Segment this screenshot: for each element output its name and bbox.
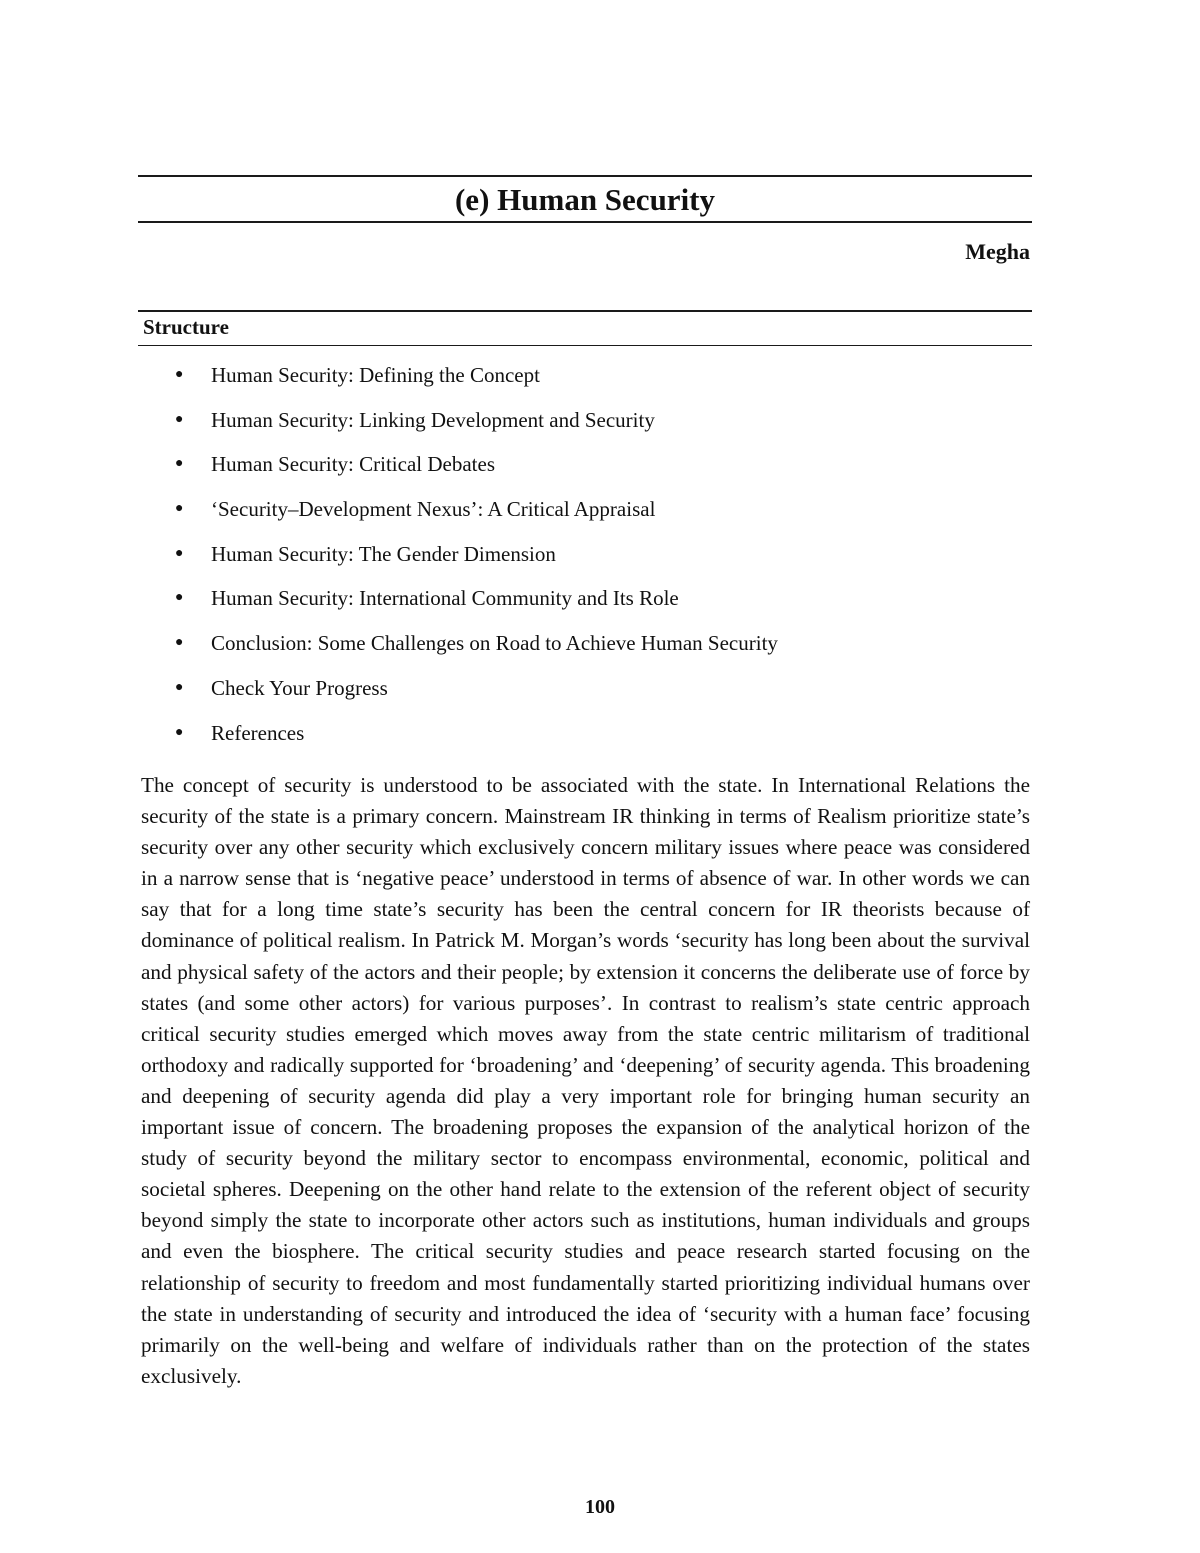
structure-list-item bbox=[175, 583, 778, 628]
structure-item-label: References bbox=[211, 720, 305, 745]
structure-list-item bbox=[175, 494, 778, 539]
structure-item-label: Human Security: Defining the Concept bbox=[211, 363, 540, 387]
bullet-dot-icon: ● bbox=[175, 367, 184, 382]
author-name: Megha bbox=[965, 239, 1030, 264]
structure-item-label: Human Security: The Gender Dimension bbox=[211, 541, 556, 566]
structure-item-label: Check Your Progress bbox=[211, 675, 388, 700]
structure-list-item bbox=[175, 718, 778, 763]
bullet-dot-icon: ● bbox=[175, 501, 184, 517]
bullet-dot-icon: ● bbox=[175, 590, 184, 606]
bullet-dot-icon: ● bbox=[175, 545, 184, 561]
bullet-dot-icon: ● bbox=[175, 456, 184, 472]
page-title: (e) Human Security bbox=[454, 182, 716, 217]
bullet-dot-icon: ● bbox=[175, 679, 184, 695]
structure-item-label: Human Security: International Community and Its Role bbox=[211, 586, 679, 611]
title-bottom-rule bbox=[138, 221, 1032, 223]
page-number: 100 bbox=[585, 1496, 615, 1518]
structure-heading: Structure bbox=[143, 315, 229, 339]
bullet-dot-icon: ● bbox=[175, 411, 184, 427]
structure-list-item bbox=[175, 449, 778, 494]
bullet-dot-icon: ● bbox=[175, 724, 184, 740]
structure-bottom-rule bbox=[138, 345, 1032, 346]
structure-list bbox=[175, 360, 778, 762]
structure-top-rule bbox=[138, 310, 1032, 312]
structure-list-item bbox=[175, 539, 778, 584]
structure-list-item bbox=[175, 360, 778, 405]
structure-list-item bbox=[175, 673, 778, 718]
structure-item-label: Human Security: Critical Debates bbox=[211, 452, 496, 477]
body-paragraph: The concept of security is understood to be associated with the state. In International Relations the security of the state is a primary concern. Mainstream IR thinking in terms of Realism prioritize state’s security over any other security which exclusively concern military issues where peace was considered in a narrow sense that is ‘negative peace’ understood in terms of absence of war. In other words we can say that for a long time state’s security has been the central concern for IR theorists because of dominance of political realism. In Patrick M. Morgan’s words ‘security has long been about the survival and physical safety of the actors and their people; by extension it concerns the deliberate use of force by states (and some other actors) for various purposes’. In contrast to realism’s state centric approach critical security studies emerged which moves away from the state centric militarism of traditional orthodoxy and radically supported for ‘broadening’ and ‘deepening’ of security agenda. This broadening and deepening of security agenda did play a very important role for bringing human security an important issue of concern. The broadening proposes the expansion of the analytical horizon of the study of security beyond the military sector to encompass environmental, economic, political and societal spheres. Deepening on the other hand relate to the extension of the referent object of security beyond simply the state to incorporate other actors such as institutions, human individuals and groups and even the biosphere. The critical security studies and peace research started focusing on the relationship of security to freedom and most fundamentally started prioritizing individual humans over the state in understanding of security and introduced the idea of ‘security with a human face’ focusing primarily on the well-being and welfare of individuals rather than on the protection of the states exclusively. bbox=[141, 773, 1030, 1388]
structure-list-item bbox=[175, 628, 778, 673]
structure-item-label: Conclusion: Some Challenges on Road to Achieve Human Security bbox=[211, 631, 778, 656]
title-top-rule bbox=[138, 175, 1032, 177]
structure-item-label: Human Security: Linking Development and Security bbox=[211, 407, 655, 432]
structure-item-label: ‘Security–Development Nexus’: A Critical Appraisal bbox=[211, 497, 656, 522]
structure-list-item bbox=[175, 405, 778, 450]
bullet-dot-icon: ● bbox=[175, 635, 184, 651]
